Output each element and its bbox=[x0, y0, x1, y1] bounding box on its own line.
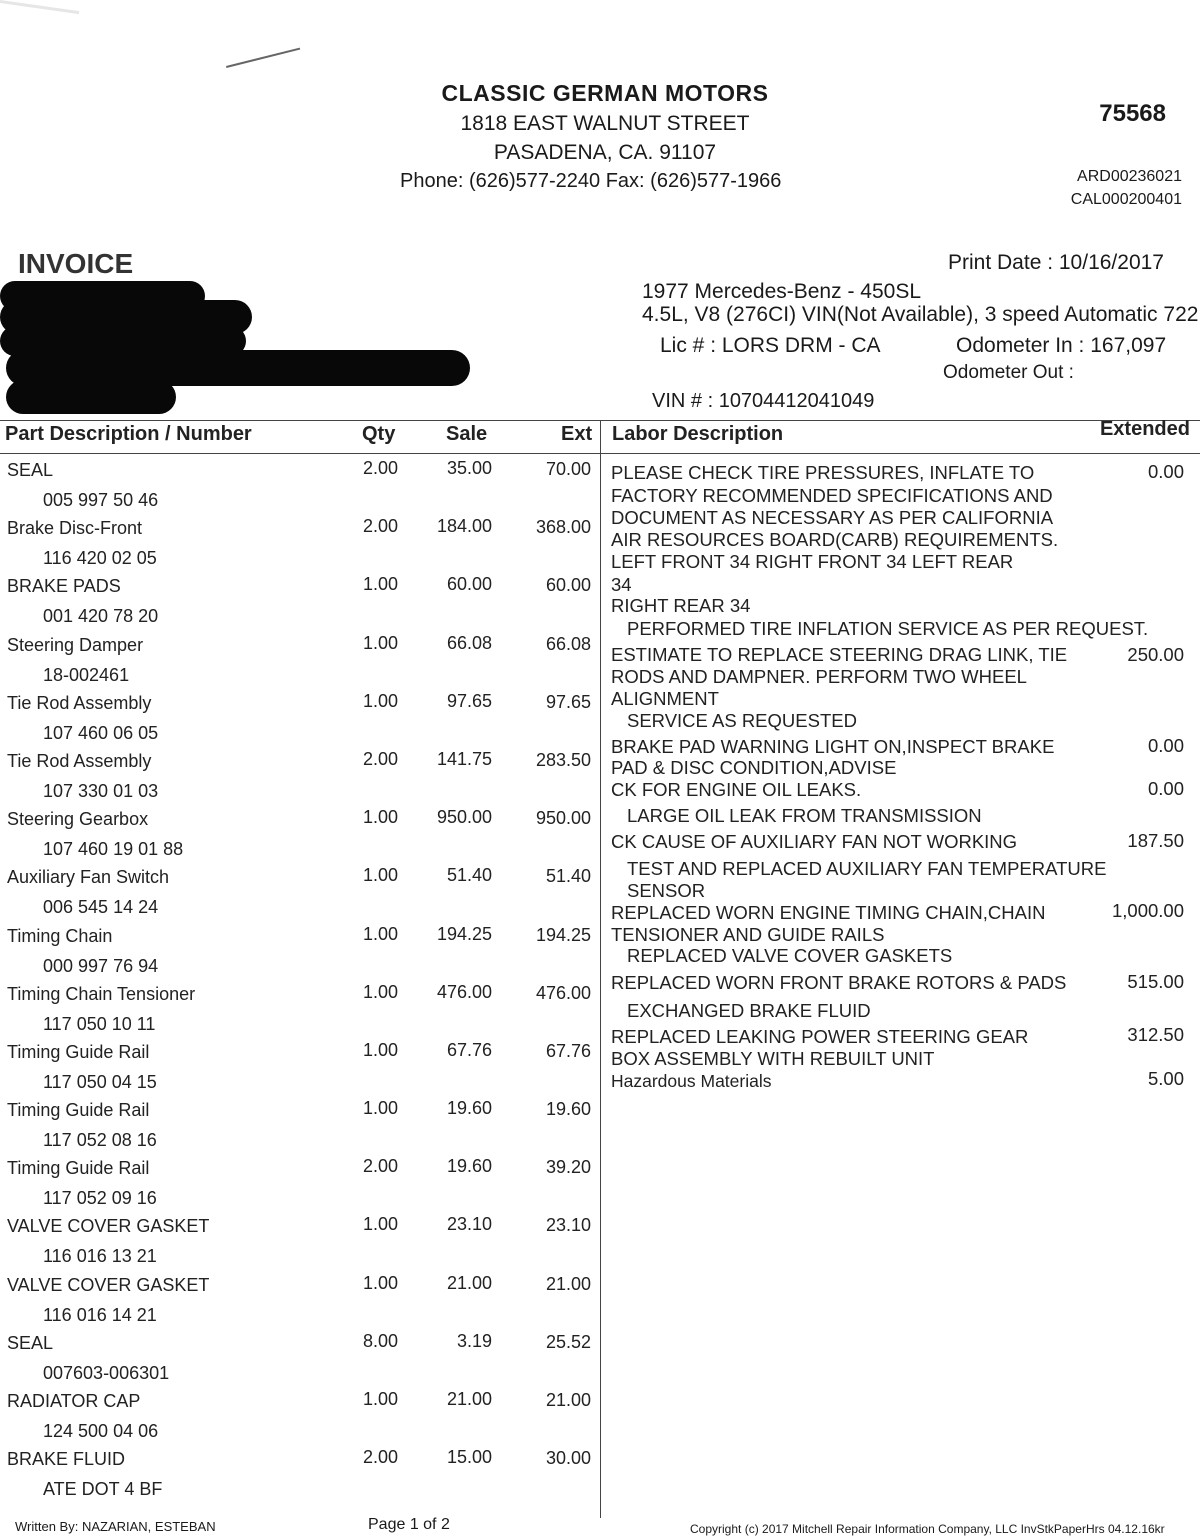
part-qty: 1.00 bbox=[362, 981, 398, 1002]
part-qty: 1.00 bbox=[362, 1098, 398, 1119]
part-sale: 66.08 bbox=[446, 632, 492, 653]
table-row bbox=[0, 922, 600, 980]
vehicle-engine: 4.5L, V8 (276CI) VIN(Not Available), 3 speed Automatic 722 bbox=[642, 303, 1199, 326]
labor-line: REPLACED WORN ENGINE TIMING CHAIN,CHAIN bbox=[611, 902, 1046, 923]
labor-line: TEST AND REPLACED AUXILIARY FAN TEMPERATURE bbox=[627, 858, 1107, 879]
table-row bbox=[0, 689, 600, 747]
part-number: 117 050 04 15 bbox=[43, 1071, 157, 1092]
labor-line: DOCUMENT AS NECESSARY AS PER CALIFORNIA bbox=[611, 507, 1054, 528]
part-ext: 283.50 bbox=[535, 749, 591, 770]
shop-name: CLASSIC GERMAN MOTORS bbox=[441, 80, 769, 106]
part-qty: 1.00 bbox=[362, 574, 398, 595]
page-number: Page 1 of 2 bbox=[368, 1516, 450, 1533]
labor-header-extended: Extended bbox=[1099, 418, 1190, 440]
part-description: Timing Guide Rail bbox=[7, 1041, 150, 1062]
part-ext: 51.40 bbox=[545, 866, 591, 887]
part-qty: 2.00 bbox=[362, 1156, 398, 1177]
labor-amount: 250.00 bbox=[1127, 644, 1184, 665]
part-sale: 51.40 bbox=[446, 865, 492, 886]
labor-header-description: Labor Description bbox=[612, 423, 784, 445]
table-row bbox=[0, 1387, 600, 1445]
table-row bbox=[0, 1212, 600, 1270]
part-qty: 2.00 bbox=[362, 458, 398, 478]
part-ext: 67.76 bbox=[545, 1040, 591, 1061]
labor-amount: 187.50 bbox=[1127, 830, 1184, 851]
part-sale: 60.00 bbox=[446, 574, 492, 595]
part-sale: 19.60 bbox=[446, 1098, 492, 1119]
part-description: Timing Chain bbox=[7, 925, 113, 946]
part-qty: 2.00 bbox=[362, 516, 398, 537]
part-sale: 35.00 bbox=[446, 458, 492, 478]
part-number: 006 545 14 24 bbox=[43, 897, 159, 918]
part-sale: 476.00 bbox=[436, 981, 492, 1002]
part-ext: 368.00 bbox=[535, 517, 591, 538]
cal-number: CAL000200401 bbox=[1070, 191, 1182, 208]
part-number: 117 052 08 16 bbox=[43, 1130, 157, 1151]
part-description: Steering Gearbox bbox=[7, 809, 149, 830]
table-row bbox=[0, 572, 600, 630]
part-number: 107 460 06 05 bbox=[43, 722, 159, 743]
part-sale: 21.00 bbox=[446, 1389, 492, 1409]
labor-line: REPLACED WORN FRONT BRAKE ROTORS & PADS bbox=[611, 972, 1067, 993]
column-divider bbox=[600, 420, 601, 1518]
labor-line: BOX ASSEMBLY WITH REBUILT UNIT bbox=[611, 1048, 935, 1069]
labor-amount: 1,000.00 bbox=[1111, 900, 1184, 921]
ard-number: ARD00236021 bbox=[1077, 168, 1182, 185]
part-description: BRAKE FLUID bbox=[7, 1449, 126, 1470]
part-ext: 194.25 bbox=[535, 924, 591, 945]
labor-amount: 0.00 bbox=[1147, 778, 1184, 799]
table-row bbox=[0, 980, 600, 1038]
labor-line: RODS AND DAMPNER. PERFORM TWO WHEEL bbox=[611, 666, 1027, 687]
part-qty: 1.00 bbox=[362, 690, 398, 711]
part-ext: 21.00 bbox=[545, 1390, 591, 1410]
table-row bbox=[0, 1096, 600, 1154]
part-ext: 23.10 bbox=[545, 1215, 591, 1236]
table-row bbox=[0, 805, 600, 863]
part-sale: 184.00 bbox=[436, 516, 492, 537]
odometer-out: Odometer Out : bbox=[943, 362, 1074, 383]
copyright-notice: Copyright (c) 2017 Mitchell Repair Information Company, LLC InvStkPaperHrs 04.12.16kr bbox=[690, 1522, 1165, 1536]
labor-line: Hazardous Materials bbox=[611, 1071, 772, 1091]
shop-city: PASADENA, CA. 91107 bbox=[493, 141, 717, 164]
labor-amount: 0.00 bbox=[1147, 461, 1184, 482]
part-sale: 3.19 bbox=[456, 1330, 492, 1351]
labor-line: LARGE OIL LEAK FROM TRANSMISSION bbox=[627, 805, 982, 826]
table-row bbox=[0, 456, 600, 514]
part-number: 001 420 78 20 bbox=[43, 606, 159, 627]
part-sale: 141.75 bbox=[436, 748, 492, 769]
part-description: VALVE COVER GASKET bbox=[7, 1274, 210, 1295]
part-qty: 1.00 bbox=[362, 632, 398, 653]
part-description: Tie Rod Assembly bbox=[7, 692, 152, 713]
part-description: Steering Damper bbox=[7, 634, 144, 655]
table-row bbox=[0, 1038, 600, 1096]
scan-edge-mark bbox=[0, 0, 79, 38]
part-number: 116 016 14 21 bbox=[43, 1304, 157, 1325]
part-description: Timing Chain Tensioner bbox=[7, 983, 196, 1004]
labor-line: REPLACED VALVE COVER GASKETS bbox=[627, 945, 953, 966]
parts-header-ext: Ext bbox=[561, 423, 593, 445]
part-sale: 67.76 bbox=[446, 1039, 492, 1060]
pen-mark bbox=[226, 48, 300, 68]
part-qty: 1.00 bbox=[362, 865, 398, 886]
labor-line: ESTIMATE TO REPLACE STEERING DRAG LINK, TIE bbox=[611, 644, 1068, 665]
labor-amount: 5.00 bbox=[1147, 1068, 1184, 1089]
parts-header-sale: Sale bbox=[446, 423, 488, 445]
labor-amount: 515.00 bbox=[1127, 971, 1184, 992]
print-date: Print Date : 10/16/2017 bbox=[948, 251, 1164, 274]
invoice-number: 75568 bbox=[1099, 100, 1166, 127]
part-number: ATE DOT 4 BF bbox=[43, 1479, 163, 1500]
part-number: 124 500 04 06 bbox=[43, 1421, 159, 1441]
invoice-title: INVOICE bbox=[18, 248, 134, 279]
labor-amount: 312.50 bbox=[1127, 1024, 1184, 1045]
part-description: Tie Rod Assembly bbox=[7, 750, 152, 771]
table-row bbox=[0, 1329, 600, 1387]
part-ext: 30.00 bbox=[545, 1448, 591, 1469]
shop-street: 1818 EAST WALNUT STREET bbox=[460, 112, 750, 135]
part-ext: 950.00 bbox=[535, 808, 591, 829]
part-number: 116 016 13 21 bbox=[43, 1246, 157, 1267]
part-description: Timing Guide Rail bbox=[7, 1158, 150, 1179]
part-qty: 2.00 bbox=[362, 748, 398, 769]
labor-line: AIR RESOURCES BOARD(CARB) REQUIREMENTS. bbox=[611, 529, 1059, 550]
part-ext: 97.65 bbox=[545, 691, 591, 712]
table-row bbox=[0, 631, 600, 689]
part-number: 117 050 10 11 bbox=[43, 1013, 156, 1034]
part-ext: 25.52 bbox=[545, 1331, 591, 1352]
part-number: 116 420 02 05 bbox=[43, 548, 157, 569]
table-row bbox=[0, 1271, 600, 1329]
vehicle-model: 1977 Mercedes-Benz - 450SL bbox=[642, 280, 921, 303]
table-row bbox=[0, 514, 600, 572]
labor-line: EXCHANGED BRAKE FLUID bbox=[627, 1000, 871, 1021]
part-number: 000 997 76 94 bbox=[43, 955, 159, 976]
table-row bbox=[0, 1154, 600, 1212]
part-sale: 950.00 bbox=[436, 807, 492, 828]
labor-line: LEFT FRONT 34 RIGHT FRONT 34 LEFT REAR bbox=[611, 551, 1014, 572]
part-qty: 1.00 bbox=[362, 1272, 398, 1293]
labor-line: SERVICE AS REQUESTED bbox=[627, 710, 857, 731]
part-description: Timing Guide Rail bbox=[7, 1100, 150, 1121]
table-row bbox=[0, 747, 600, 805]
labor-line: SENSOR bbox=[627, 880, 706, 901]
odometer-in: Odometer In : 167,097 bbox=[956, 334, 1167, 357]
labor-line: CK CAUSE OF AUXILIARY FAN NOT WORKING bbox=[611, 831, 1018, 852]
part-qty: 1.00 bbox=[362, 1039, 398, 1060]
part-sale: 19.60 bbox=[446, 1156, 492, 1177]
part-qty: 1.00 bbox=[362, 1389, 398, 1409]
part-ext: 19.60 bbox=[545, 1099, 591, 1120]
part-ext: 66.08 bbox=[545, 633, 591, 654]
part-sale: 23.10 bbox=[446, 1214, 492, 1235]
part-number: 107 460 19 01 88 bbox=[43, 839, 184, 860]
labor-line: 34 bbox=[611, 574, 632, 595]
part-qty: 2.00 bbox=[362, 1447, 398, 1468]
labor-line: ALIGNMENT bbox=[611, 688, 719, 709]
part-ext: 39.20 bbox=[545, 1157, 591, 1178]
labor-line: BRAKE PAD WARNING LIGHT ON,INSPECT BRAKE bbox=[611, 736, 1055, 757]
part-description: BRAKE PADS bbox=[7, 576, 121, 597]
part-description: Brake Disc-Front bbox=[7, 518, 143, 539]
part-number: 007603-006301 bbox=[43, 1362, 170, 1383]
parts-header-qty: Qty bbox=[362, 423, 396, 445]
shop-phone-fax: Phone: (626)577-2240 Fax: (626)577-1966 bbox=[400, 170, 782, 192]
part-ext: 21.00 bbox=[545, 1273, 591, 1294]
part-qty: 1.00 bbox=[362, 923, 398, 944]
labor-line: RIGHT REAR 34 bbox=[611, 595, 751, 616]
part-description: Auxiliary Fan Switch bbox=[7, 867, 170, 888]
part-qty: 1.00 bbox=[362, 807, 398, 828]
labor-line: PLEASE CHECK TIRE PRESSURES, INFLATE TO bbox=[611, 462, 1035, 483]
part-number: 117 052 09 16 bbox=[43, 1188, 157, 1209]
parts-list bbox=[0, 456, 600, 1503]
part-number: 107 330 01 03 bbox=[43, 780, 159, 801]
labor-line: TENSIONER AND GUIDE RAILS bbox=[611, 924, 885, 945]
part-ext: 476.00 bbox=[535, 982, 591, 1003]
written-by: Written By: NAZARIAN, ESTEBAN bbox=[15, 1519, 216, 1534]
part-qty: 1.00 bbox=[362, 1214, 398, 1235]
part-description: VALVE COVER GASKET bbox=[7, 1216, 210, 1237]
labor-line: REPLACED LEAKING POWER STEERING GEAR bbox=[611, 1026, 1029, 1047]
labor-line: FACTORY RECOMMENDED SPECIFICATIONS AND bbox=[611, 485, 1053, 506]
table-row bbox=[0, 1445, 600, 1503]
part-ext: 70.00 bbox=[545, 459, 591, 479]
parts-header-description: Part Description / Number bbox=[5, 423, 252, 445]
part-description: SEAL bbox=[7, 460, 54, 480]
part-number: 18-002461 bbox=[43, 664, 130, 685]
part-ext: 60.00 bbox=[545, 575, 591, 596]
part-sale: 97.65 bbox=[446, 690, 492, 711]
part-number: 005 997 50 46 bbox=[43, 490, 159, 510]
part-description: SEAL bbox=[7, 1332, 54, 1353]
part-sale: 15.00 bbox=[446, 1447, 492, 1468]
part-sale: 194.25 bbox=[436, 923, 492, 944]
table-row bbox=[0, 863, 600, 921]
part-qty: 8.00 bbox=[362, 1330, 398, 1351]
vin-number: VIN # : 10704412041049 bbox=[652, 390, 875, 412]
labor-line: PAD & DISC CONDITION,ADVISE bbox=[611, 757, 897, 778]
labor-line: CK FOR ENGINE OIL LEAKS. bbox=[611, 779, 862, 800]
license-plate: Lic # : LORS DRM - CA bbox=[660, 334, 881, 357]
part-sale: 21.00 bbox=[446, 1272, 492, 1293]
labor-line: PERFORMED TIRE INFLATION SERVICE AS PER REQUEST. bbox=[627, 618, 1149, 639]
part-description: RADIATOR CAP bbox=[7, 1391, 141, 1411]
labor-amount: 0.00 bbox=[1147, 735, 1184, 756]
